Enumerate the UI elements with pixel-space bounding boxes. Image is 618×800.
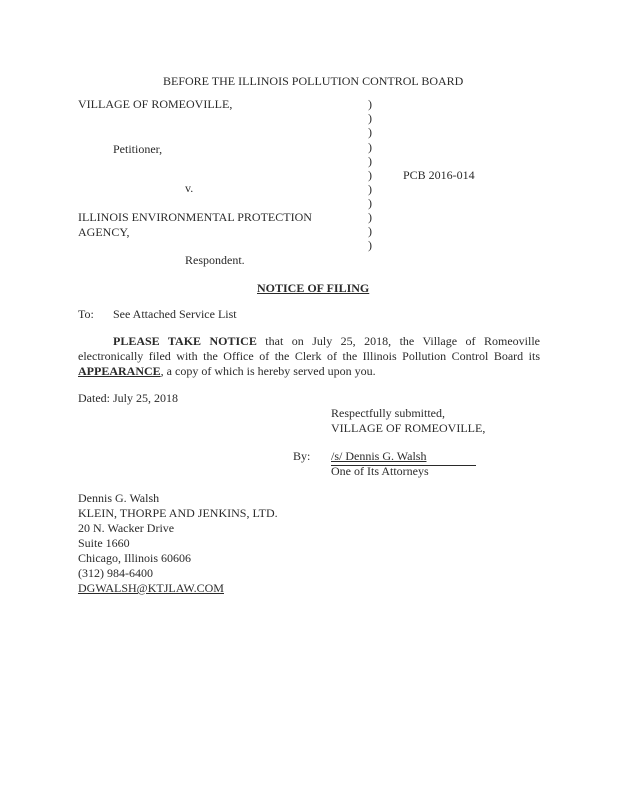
attorney-firm: KLEIN, THORPE AND JENKINS, LTD. <box>78 506 278 520</box>
dated: Dated: July 25, 2018 <box>78 391 178 405</box>
respondent-role: Respondent. <box>185 253 245 267</box>
notice-lead: PLEASE TAKE NOTICE <box>113 334 257 348</box>
respondent-name-line1: ILLINOIS ENVIRONMENTAL PROTECTION <box>78 210 312 224</box>
to-value: See Attached Service List <box>113 307 237 321</box>
attorney-email[interactable]: DGWALSH@KTJLAW.COM <box>78 581 224 595</box>
notice-body-line2: electronically filed with the Office of the Clerk of the Illinois Pollution Control Board its <box>78 349 540 363</box>
appearance-doc: APPEARANCE <box>78 364 161 378</box>
caption-paren: ) <box>368 140 372 154</box>
attorney-suite: Suite 1660 <box>78 536 130 550</box>
respondent-name-line2: AGENCY, <box>78 225 130 239</box>
caption-paren: ) <box>368 224 372 238</box>
notice-body-line3 <box>78 364 376 379</box>
by-label: By: <box>293 449 311 463</box>
caption-paren: ) <box>368 168 372 182</box>
attorney-city: Chicago, Illinois 60606 <box>78 551 191 565</box>
notice-body-line1 <box>113 334 540 349</box>
signature-capacity: One of Its Attorneys <box>331 464 429 478</box>
signature-party: VILLAGE OF ROMEOVILLE, <box>331 421 486 435</box>
attorney-phone: (312) 984-6400 <box>78 566 153 580</box>
case-number: PCB 2016-014 <box>403 168 475 182</box>
caption-paren: ) <box>368 196 372 210</box>
caption-paren: ) <box>368 210 372 224</box>
caption-paren: ) <box>368 125 372 139</box>
petitioner-name: VILLAGE OF ROMEOVILLE, <box>78 97 233 111</box>
signature-name: /s/ Dennis G. Walsh <box>331 449 427 463</box>
caption-paren: ) <box>368 97 372 111</box>
notice-title: NOTICE OF FILING <box>257 281 370 295</box>
caption-paren: ) <box>368 111 372 125</box>
caption-paren: ) <box>368 238 372 252</box>
versus: v. <box>185 181 194 195</box>
notice-line3-rest: , a copy of which is hereby served upon you. <box>160 364 376 378</box>
caption-paren: ) <box>368 182 372 196</box>
attorney-street: 20 N. Wacker Drive <box>78 521 175 535</box>
to-label: To: <box>78 307 94 321</box>
caption-paren: ) <box>368 154 372 168</box>
signature-closing: Respectfully submitted, <box>331 406 445 420</box>
notice-line1-rest: that on July 25, 2018, the Village of Romeoville <box>256 334 540 348</box>
attorney-name: Dennis G. Walsh <box>78 491 160 505</box>
board-title: BEFORE THE ILLINOIS POLLUTION CONTROL BOARD <box>163 74 464 88</box>
petitioner-role: Petitioner, <box>113 142 163 156</box>
